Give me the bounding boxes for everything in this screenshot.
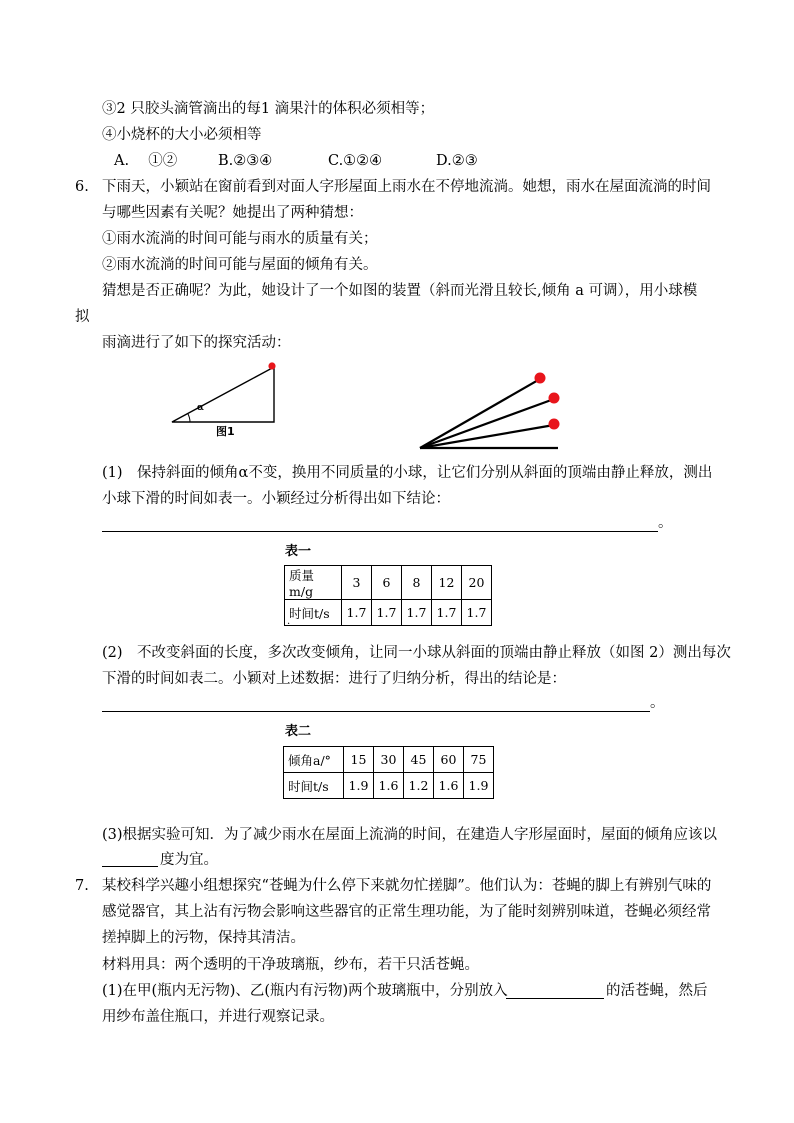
table-1-caption: 表一 <box>285 544 312 559</box>
incline-ball <box>268 362 275 369</box>
ball-mid <box>549 393 560 404</box>
table-2-row-time <box>284 773 494 799</box>
table-1-cell: 6 <box>372 566 402 600</box>
q6-part2-answer-blank[interactable] <box>102 711 650 712</box>
q6-intro-line-3-wrap: 拟 <box>75 309 90 325</box>
q6-intro-line-4: 雨滴进行了如下的探究活动： <box>102 335 291 351</box>
q6-guess-1: ①雨水流淌的时间可能与雨水的质量有关； <box>102 231 378 247</box>
q6-part2-period: 。 <box>650 695 665 711</box>
q5-option-line-4: ④小烧杯的大小必须相等 <box>102 127 262 143</box>
table-1-row-time <box>285 600 492 626</box>
table-2-head-angle: 倾角a/° <box>284 747 344 773</box>
q6-part1-line-1: (1) 保持斜面的倾角α不变，换用不同质量的小球，让它们分别从斜面的顶端由静止释放，测出 <box>102 465 713 481</box>
q6-guess-2: ②雨水流淌的时间可能与屋面的倾角有关。 <box>102 257 378 273</box>
figure-1-label: 图1 <box>216 425 235 438</box>
table-2-row-angle <box>284 747 494 773</box>
figure-2-multi-angle <box>416 368 566 452</box>
table-1-cell: 20 <box>462 566 492 600</box>
q5-option-line-3: ③2 只胶头滴管滴出的每1 滴果汁的体积必须相等； <box>102 101 435 117</box>
table-1-cell: 1.7 <box>462 600 492 626</box>
q7-materials: 材料用具：两个透明的干净玻璃瓶，纱布，若干只活苍蝇。 <box>102 957 479 973</box>
ball-high <box>535 373 546 384</box>
q7-intro-line-2: 感觉器官，其上沾有污物会影响这些器官的正常生理功能，为了能时刻辨别味道，苍蝇必须经常 <box>102 904 711 920</box>
table-2-cell: 75 <box>464 747 494 773</box>
table-2-caption: 表二 <box>285 724 312 739</box>
q6-part1-line-2: 小球下滑的时间如表一。小颖经过分析得出如下结论： <box>102 491 450 507</box>
table-2-cell: 1.9 <box>464 773 494 799</box>
table-2-cell: 1.2 <box>404 773 434 799</box>
table-2-cell: 1.9 <box>344 773 374 799</box>
table-2-cell: 1.6 <box>374 773 404 799</box>
q6-intro-line-2: 与哪些因素有关呢？她提出了两种猜想： <box>102 205 363 221</box>
table-1-cell: 12 <box>432 566 462 600</box>
q6-part2-line-1: (2) 不改变斜面的长度，多次改变倾角，让同一小球从斜面的顶端由静止释放（如图 2）测出每次 <box>102 645 731 661</box>
table-2-cell: 30 <box>374 747 404 773</box>
incline-line-mid <box>420 399 554 448</box>
q7-number: 7. <box>75 878 89 894</box>
table-1-stray-dot: . <box>287 616 291 627</box>
q6-part3-line-2: 度为宜。 <box>160 852 218 868</box>
table-2-cell: 1.6 <box>434 773 464 799</box>
q5-choice-b: B.②③④ <box>218 153 273 169</box>
q6-part3-answer-blank[interactable] <box>102 866 158 867</box>
q7-intro-line-1: 某校科学兴趣小组想探究“苍蝇为什么停下来就勿忙搓脚”。他们认为：苍蝇的脚上有辨别气味的 <box>102 878 712 894</box>
q5-choice-c: C.①②④ <box>328 153 383 169</box>
q6-part3-line-1: (3)根据实验可知．为了减少雨水在屋面上流淌的时间，在建造人字形屋面时，屋面的倾角应该以 <box>102 827 718 843</box>
q6-part1-answer-blank[interactable] <box>102 531 658 532</box>
incline-triangle <box>172 367 274 422</box>
figure-1-angle-label: α <box>197 403 204 413</box>
table-2-head-time: 时间t/s <box>284 773 344 799</box>
table-2 <box>283 746 494 799</box>
table-1-head-mass: 质量m/g <box>285 566 342 600</box>
q7-part1-line-1b: 的活苍蝇，然后 <box>606 983 708 999</box>
q6-part1-period: 。 <box>658 515 673 531</box>
table-2-cell: 60 <box>434 747 464 773</box>
q6-intro-line-1: 下雨天，小颖站在窗前看到对面人字形屋面上雨水在不停地流淌。她想，雨水在屋面流淌的时间 <box>102 179 711 195</box>
q5-choices <box>114 151 478 171</box>
table-1-cell: 1.7 <box>342 600 372 626</box>
table-1-cell: 8 <box>402 566 432 600</box>
table-1-cell: 1.7 <box>372 600 402 626</box>
q5-choice-d: D.②③ <box>436 153 478 169</box>
q5-choice-a: A. ①② <box>114 153 178 169</box>
q7-part1-answer-blank[interactable] <box>506 998 604 999</box>
table-1-row-mass <box>285 566 492 600</box>
table-1 <box>284 565 492 626</box>
table-1-head-time: 时间t/s <box>285 600 342 626</box>
ball-low <box>549 419 560 430</box>
table-2-cell: 15 <box>344 747 374 773</box>
q6-number: 6. <box>75 179 89 195</box>
table-1-cell: 3 <box>342 566 372 600</box>
q6-intro-line-3: 猜想是否正确呢？为此，她设计了一个如图的装置（斜而光滑且较长,倾角 a 可调），用小球模 <box>102 283 698 299</box>
q7-part1-line-2: 用纱布盖住瓶口，并进行观察记录。 <box>102 1009 334 1025</box>
table-1-cell: 1.7 <box>432 600 462 626</box>
angle-arc <box>188 414 190 422</box>
q6-part2-line-2: 下滑的时间如表二。小颖对上述数据：进行了归纳分析，得出的结论是： <box>102 671 566 687</box>
q7-intro-line-3: 搓掉脚上的污物，保持其清洁。 <box>102 930 305 946</box>
table-1-cell: 1.7 <box>402 600 432 626</box>
table-2-cell: 45 <box>404 747 434 773</box>
q7-part1-line-1a: (1)在甲(瓶内无污物)、乙(瓶内有污物)两个玻璃瓶中，分别放入 <box>102 983 508 999</box>
